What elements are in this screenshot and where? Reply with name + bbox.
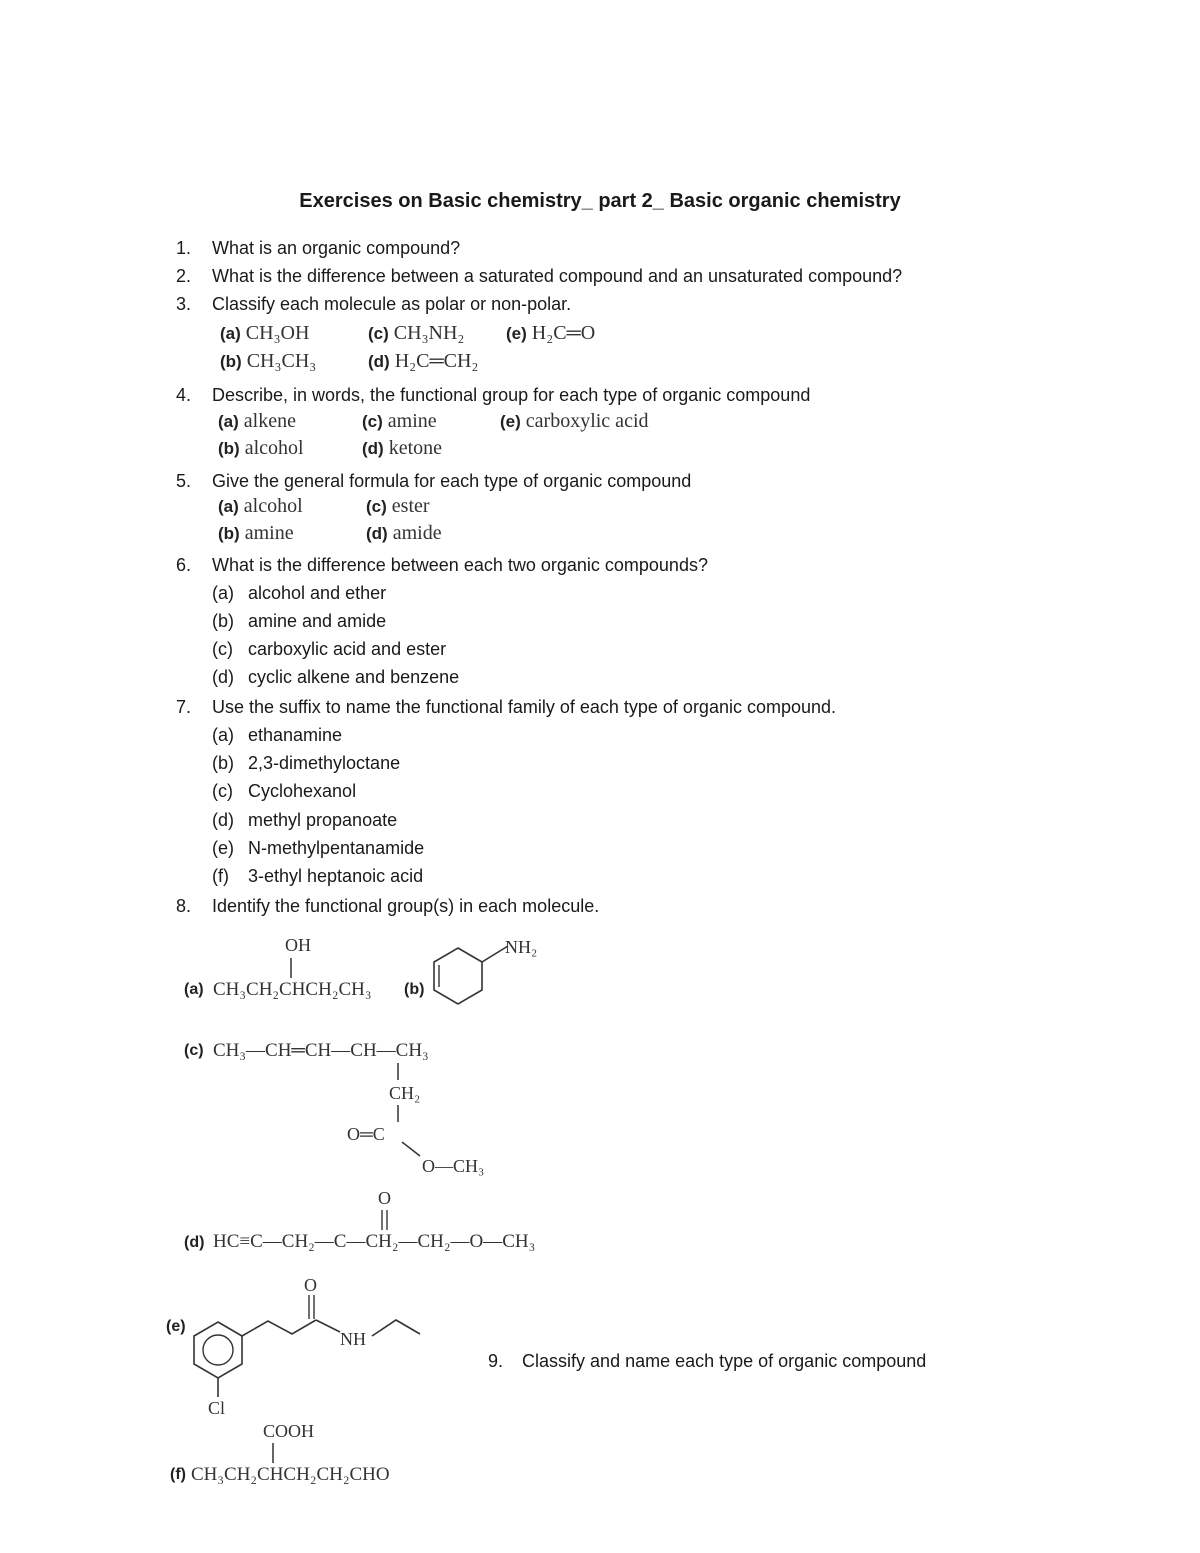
question-number: 2. (176, 266, 192, 286)
option-label: (c) (366, 497, 387, 516)
option-text: CH₃OH (245, 322, 310, 344)
amine-group: NH₂ (505, 937, 538, 957)
carbonyl-oxygen: O (304, 1275, 317, 1295)
item-text: carboxylic acid and ester (248, 639, 447, 659)
option-text: alcohol (244, 437, 304, 459)
item-label: (e) (212, 838, 234, 858)
structure-label: (a) (184, 981, 204, 998)
option-text: amine (244, 522, 294, 544)
chain-bond (242, 1320, 316, 1336)
structure-label: (e) (166, 1318, 186, 1335)
item-label: (d) (212, 667, 234, 687)
option-text: H₂C═CH₂ (394, 350, 479, 372)
option-label: (d) (368, 352, 390, 371)
item-label: (a) (212, 583, 234, 603)
formula-main: CH₃CH₂CHCH₂CH₂CHO (191, 1464, 390, 1485)
question-number: 9. (488, 1351, 504, 1371)
option-text: carboxylic acid (525, 410, 649, 432)
question-text: What is an organic compound? (212, 238, 461, 258)
item-text: ethanamine (248, 725, 343, 745)
benzene-ring (194, 1322, 242, 1378)
item-text: amine and amide (248, 611, 387, 631)
bond-line (316, 1320, 340, 1332)
option-text: H₂C═O (531, 322, 596, 344)
option-text: ester (391, 495, 430, 517)
question-number: 6. (176, 555, 192, 575)
question-text: What is the difference between each two organic compounds? (212, 555, 708, 575)
option-label: (b) (218, 524, 240, 543)
amide-nh: NH (340, 1329, 366, 1349)
option-label: (a) (220, 324, 241, 343)
item-label: (d) (212, 810, 234, 830)
option-text: ketone (388, 437, 443, 459)
option-text: amide (392, 522, 442, 544)
question-number: 1. (176, 238, 192, 258)
cyclohexene-ring (434, 948, 482, 1004)
item-text: cyclic alkene and benzene (248, 667, 460, 687)
item-text: Cyclohexanol (248, 781, 357, 801)
option-text: amine (387, 410, 437, 432)
item-label: (c) (212, 639, 233, 659)
bond-line (402, 1142, 420, 1156)
question-number: 5. (176, 471, 192, 491)
structure-b (404, 937, 537, 1004)
item-label: (b) (212, 611, 234, 631)
option-text: alcohol (243, 495, 303, 517)
carbonyl-oxygen: O (378, 1188, 391, 1208)
chlorine: Cl (208, 1398, 226, 1418)
structure-e (166, 1275, 420, 1418)
question-number: 4. (176, 385, 192, 405)
item-text: N-methylpentanamide (248, 838, 425, 858)
option-label: (a) (218, 412, 239, 431)
question-number: 7. (176, 697, 192, 717)
formula-main: CH₃CH₂CHCH₂CH₃ (213, 979, 372, 1000)
option-label: (e) (506, 324, 527, 343)
question-number: 8. (176, 896, 192, 916)
question-text: What is the difference between a saturated compound and an unsaturated compound? (212, 266, 903, 286)
ethyl-bond (372, 1320, 420, 1336)
option-text: CH₃NH₂ (393, 322, 465, 344)
question-text: Use the suffix to name the functional family of each type of organic compound. (212, 697, 837, 717)
question-text: Classify and name each type of organic compound (522, 1351, 927, 1371)
structure-a (184, 935, 371, 1000)
option-label: (a) (218, 497, 239, 516)
option-label: (c) (368, 324, 389, 343)
option-label: (e) (500, 412, 521, 431)
structure-label: (b) (404, 981, 425, 998)
formula-main: HC≡C—CH₂—C—CH₂—CH₂—O—CH₃ (213, 1231, 536, 1252)
option-label: (d) (366, 524, 388, 543)
question-text: Classify each molecule as polar or non-polar. (212, 294, 572, 314)
option-label: (d) (362, 439, 384, 458)
item-label: (b) (212, 753, 234, 773)
item-text: 3-ethyl heptanoic acid (248, 866, 424, 886)
structure-label: (f) (170, 1466, 186, 1483)
item-label: (c) (212, 781, 233, 801)
page-title: Exercises on Basic chemistry_ part 2_ Basic organic chemistry (299, 190, 901, 212)
formula-main: CH₃—CH═CH—CH—CH₃ (213, 1040, 429, 1061)
option-label: (b) (218, 439, 240, 458)
item-label: (f) (212, 866, 229, 886)
item-text: alcohol and ether (248, 583, 387, 603)
item-label: (a) (212, 725, 234, 745)
aromatic-circle (203, 1335, 233, 1365)
option-text: alkene (243, 410, 296, 432)
item-text: 2,3-dimethyloctane (248, 753, 401, 773)
methoxy-group: O—CH₃ (422, 1156, 485, 1176)
structure-label: (d) (184, 1234, 205, 1251)
carboxyl-group: COOH (263, 1421, 315, 1441)
question-text: Describe, in words, the functional group for each type of organic compound (212, 385, 811, 405)
item-text: methyl propanoate (248, 810, 398, 830)
option-label: (b) (220, 352, 242, 371)
option-text: CH₃CH₃ (246, 350, 317, 372)
ch2-group: CH₂ (389, 1083, 421, 1103)
structure-f (170, 1421, 390, 1485)
question-9 (488, 1351, 926, 1372)
question-text: Identify the functional group(s) in each molecule. (212, 896, 600, 916)
structure-label: (c) (184, 1042, 204, 1059)
option-label: (c) (362, 412, 383, 431)
question-text: Give the general formula for each type of organic compound (212, 471, 692, 491)
question-number: 3. (176, 294, 192, 314)
oh-group: OH (285, 935, 311, 955)
structure-d (184, 1188, 535, 1252)
structure-c (184, 1040, 484, 1176)
carbonyl-group: O═C (347, 1124, 385, 1144)
